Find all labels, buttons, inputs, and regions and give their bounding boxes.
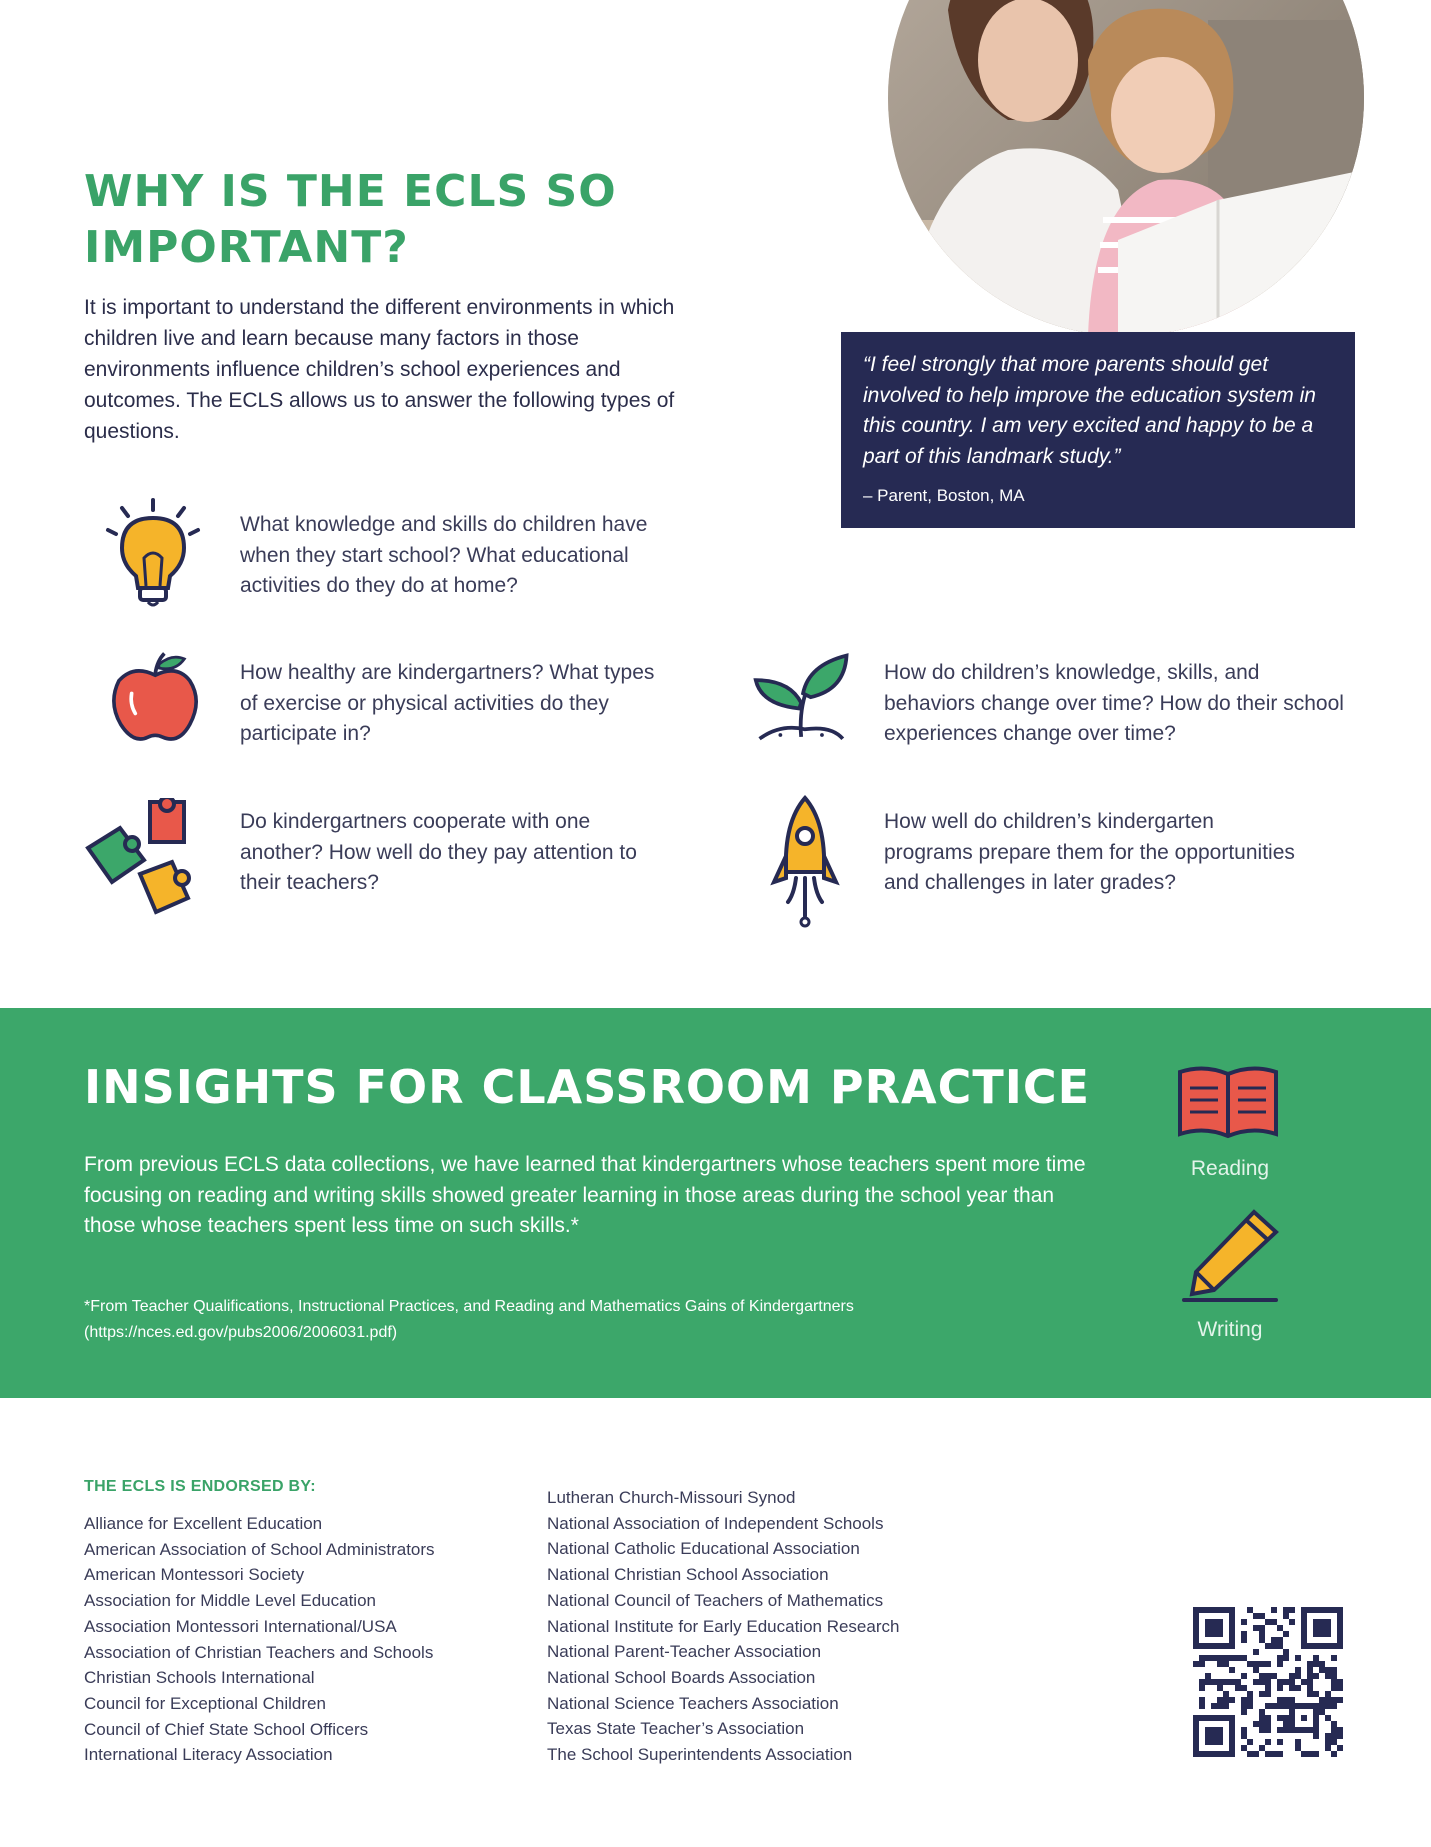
question-text: How healthy are kindergartners? What types of exercise or physical activities do they participate in?	[240, 661, 655, 745]
list-item: Association Montessori International/USA	[84, 1616, 397, 1636]
rocket-icon	[770, 794, 840, 939]
endorsers-list-left	[84, 1511, 435, 1768]
list-item: National Parent-Teacher Association	[547, 1642, 822, 1662]
endorsed-title: THE ECLS IS ENDORSED BY:	[84, 1478, 316, 1495]
question-text: Do kindergartners cooperate with one another? How well do they pay attention to their teachers?	[240, 810, 637, 894]
list-item: Council for Exceptional Children	[84, 1693, 326, 1713]
list-item: International Literacy Association	[84, 1745, 333, 1765]
list-item: The School Superintendents Association	[547, 1745, 853, 1765]
endorsers-list-right	[547, 1485, 899, 1768]
insights-text: From previous ECLS data collections, we have learned that kindergartners whose teachers spent more time focusing on reading and writing skills showed greater learning in those areas during the school year than those whose teachers spent less time on such skills.*	[84, 1153, 1086, 1237]
insights-title: INSIGHTS FOR CLASSROOM PRACTICE	[84, 1060, 1091, 1114]
parent-child-reading-photo	[888, 0, 1364, 336]
pencil-icon	[1180, 1206, 1284, 1307]
list-item: Christian Schools International	[84, 1668, 315, 1688]
sprout-icon	[752, 648, 856, 757]
list-item: National Christian School Association	[547, 1565, 829, 1585]
list-item: National Association of Independent Schools	[547, 1513, 884, 1533]
skill-label-writing: Writing	[1197, 1318, 1263, 1341]
list-item: American Montessori Society	[84, 1565, 305, 1585]
quote-text: “I feel strongly that more parents should get involved to help improve the education system in this country. I am very excited and happy to be a part of this landmark study.”	[863, 353, 1316, 468]
page-title: WHY IS THE ECLS SO IMPORTANT?	[84, 166, 617, 273]
book-icon	[1176, 1064, 1280, 1149]
photo-illustration	[888, 0, 1364, 336]
list-item: American Association of School Administrators	[84, 1539, 435, 1559]
question-text: How do children’s knowledge, skills, and behaviors change over time? How do their school experiences change over time?	[884, 661, 1344, 745]
puzzle-icon	[84, 798, 204, 927]
parent-quote-box	[841, 332, 1355, 528]
list-item: National School Boards Association	[547, 1667, 816, 1687]
quote-attribution: – Parent, Boston, MA	[863, 486, 1025, 505]
list-item: Alliance for Excellent Education	[84, 1514, 323, 1533]
list-item: National Science Teachers Association	[547, 1693, 839, 1713]
insights-footnote: *From Teacher Qualifications, Instructional Practices, and Reading and Mathematics Gains of Kindergartners (https://nces.ed.gov/pubs2006/2006031.pdf)	[84, 1298, 854, 1341]
question-text: What knowledge and skills do children have when they start school? What educational activities do they do at home?	[240, 513, 648, 597]
list-item: National Catholic Educational Association	[547, 1539, 860, 1559]
question-text: How well do children’s kindergarten programs prepare them for the opportunities and challenges in later grades?	[884, 810, 1295, 894]
qr-code[interactable]	[1193, 1607, 1343, 1757]
list-item: Association for Middle Level Education	[84, 1591, 376, 1611]
list-item: Council of Chief State School Officers	[84, 1719, 369, 1739]
list-item: Texas State Teacher’s Association	[547, 1719, 805, 1739]
intro-paragraph: It is important to understand the different environments in which children live and learn because many factors in those environments influence children’s school experiences and outcomes. The ECLS allows us to answer the following types of questions.	[84, 296, 675, 443]
apple-icon	[108, 648, 208, 753]
list-item: National Institute for Early Education Research	[547, 1616, 900, 1636]
lightbulb-icon	[98, 498, 208, 613]
list-item: Association of Christian Teachers and Schools	[84, 1642, 434, 1662]
list-item: National Council of Teachers of Mathematics	[547, 1590, 884, 1610]
skill-label-reading: Reading	[1190, 1157, 1270, 1180]
list-item: Lutheran Church-Missouri Synod	[547, 1488, 796, 1507]
